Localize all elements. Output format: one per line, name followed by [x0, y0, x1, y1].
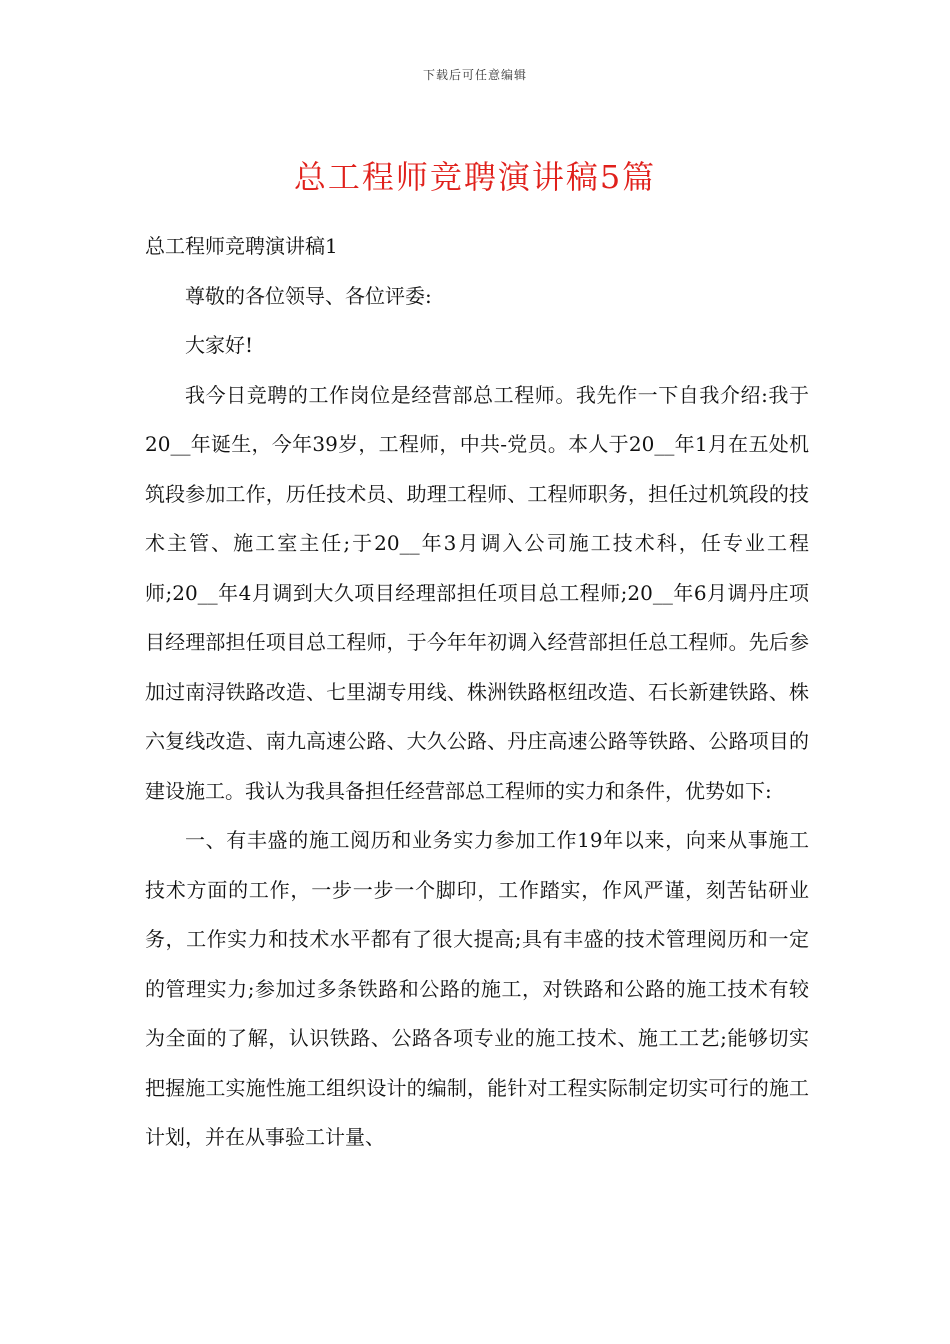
paragraph-experience: 一、有丰盛的施工阅历和业务实力参加工作19年以来，向来从事施工技术方面的工作，一步一步一个脚印，工作踏实，作风严谨，刻苦钻研业务，工作实力和技术水平都有了很大提高;具有丰盛的技术管理阅历和一定的管理实力;参加过多条铁路和公路的施工，对铁路和公路的施工技术有较为全面的了解，认识铁路、公路各项专业的施工技术、施工工艺;能够切实把握施工实施性施工组织设计的编制，能针对工程实际制定切实可行的施工计划，并在从事验工计量、 [145, 828, 809, 1149]
paragraph-introduction: 我今日竞聘的工作岗位是经营部总工程师。我先作一下自我介绍:我于20__年诞生，今年39岁，工程师，中共-党员。本人于20__年1月在五处机筑段参加工作，历任技术员、助理工程师、工程师职务，担任过机筑段的技术主管、施工室主任;于20__年3月调入公司施工技术科，任专业工程师;20__年4月调到大久项目经理部担任项目总工程师;20__年6月调丹庄项目经理部担任项目总工程师，于今年年初调入经营部担任总工程师。先后参加过南浔铁路改造、七里湖专用线、株洲铁路枢纽改造、石长新建铁路、株六复线改造、南九高速公路、大久公路、丹庄高速公路等铁路、公路项目的建设施工。我认为我具备担任经营部总工程师的实力和条件，优势如下: [145, 382, 809, 803]
section-heading: 总工程师竞聘演讲稿1 [145, 234, 338, 258]
header-note: 下载后可任意编辑 [422, 68, 527, 82]
paragraph-salutation: 尊敬的各位领导、各位评委: [185, 283, 432, 308]
paragraph-greeting: 大家好! [185, 333, 254, 357]
document-title: 总工程师竞聘演讲稿5篇 [293, 158, 657, 197]
document-body [145, 222, 809, 1163]
